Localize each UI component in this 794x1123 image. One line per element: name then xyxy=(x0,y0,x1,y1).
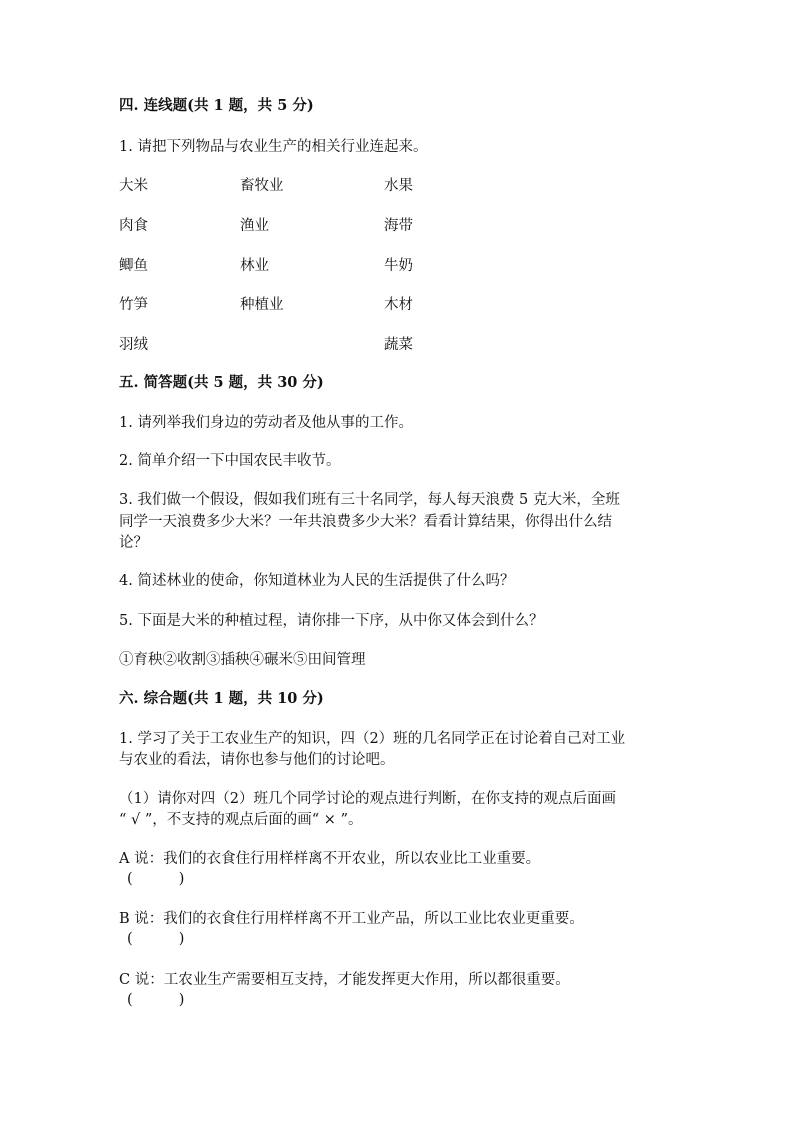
matching-row xyxy=(119,214,619,236)
section-5-title: 五. 简答题(共 5 题，共 30 分) xyxy=(119,374,324,391)
section-6-title: 六. 综合题(共 1 题，共 10 分) xyxy=(119,690,324,707)
section-5-question-3-line-3: 论？ xyxy=(119,535,148,551)
matching-row xyxy=(119,293,619,315)
item-left: 大米 xyxy=(119,178,148,194)
matching-row xyxy=(119,254,619,276)
sub-question-1-line-1: （1）请你对四（2）班几个同学讨论的观点进行判断，在你支持的观点后面画 xyxy=(119,791,616,807)
item-middle: 渔业 xyxy=(240,218,269,234)
section-5-question-1: 1. 请列举我们身边的劳动者及他从事的工作。 xyxy=(119,415,413,431)
answer-blank-c[interactable]: ( ) xyxy=(127,992,185,1008)
statement-a: A 说：我们的衣食住行用样样离不开农业，所以农业比工业重要。 xyxy=(119,851,541,867)
item-right: 水果 xyxy=(384,178,413,194)
item-middle: 畜牧业 xyxy=(240,178,284,194)
sub-question-1-line-2: “ √ ”，不支持的观点后面的画“ × ”。 xyxy=(119,812,363,828)
statement-b: B 说：我们的衣食住行用样样离不开工业产品，所以工业比农业更重要。 xyxy=(119,911,584,927)
section-4-title: 四. 连线题(共 1 题，共 5 分) xyxy=(119,97,314,114)
item-left: 竹笋 xyxy=(119,297,148,313)
item-right: 海带 xyxy=(384,218,413,234)
section-6-question-1-line-2: 与农业的看法，请你也参与他们的讨论吧。 xyxy=(119,752,395,768)
answer-blank-b[interactable]: ( ) xyxy=(127,931,185,947)
answer-blank-a[interactable]: ( ) xyxy=(127,871,185,887)
section-5-question-5-steps: ①育秧②收割③插秧④碾米⑤田间管理 xyxy=(119,652,366,668)
item-right: 牛奶 xyxy=(384,258,413,274)
section-5-question-3-line-1: 3. 我们做一个假设，假如我们班有三十名同学，每人每天浪费 5 克大米，全班 xyxy=(119,492,620,508)
item-left: 肉食 xyxy=(119,218,148,234)
item-middle: 种植业 xyxy=(240,297,284,313)
section-5-question-4: 4. 简述林业的使命，你知道林业为人民的生活提供了什么吗？ xyxy=(119,573,515,589)
matching-row xyxy=(119,174,619,196)
section-5-question-2: 2. 简单介绍一下中国农民丰收节。 xyxy=(119,453,341,469)
item-right: 蔬菜 xyxy=(384,337,413,353)
item-left: 羽绒 xyxy=(119,337,148,353)
matching-row xyxy=(119,333,619,355)
item-left: 鲫鱼 xyxy=(119,258,148,274)
statement-c: C 说：工农业生产需要相互支持，才能发挥更大作用，所以都很重要。 xyxy=(119,972,570,988)
section-5-question-3-line-2: 同学一天浪费多少大米？一年共浪费多少大米？看看计算结果，你得出什么结 xyxy=(119,514,612,530)
section-4-question-1: 1. 请把下列物品与农业生产的相关行业连起来。 xyxy=(119,139,428,155)
section-6-question-1-line-1: 1. 学习了关于工农业生产的知识，四（2）班的几名同学正在讨论着自己对工业 xyxy=(119,731,626,747)
item-middle: 林业 xyxy=(240,258,269,274)
item-right: 木材 xyxy=(384,297,413,313)
section-5-question-5: 5. 下面是大米的种植过程，请你排一下序，从中你又体会到什么？ xyxy=(119,613,544,629)
